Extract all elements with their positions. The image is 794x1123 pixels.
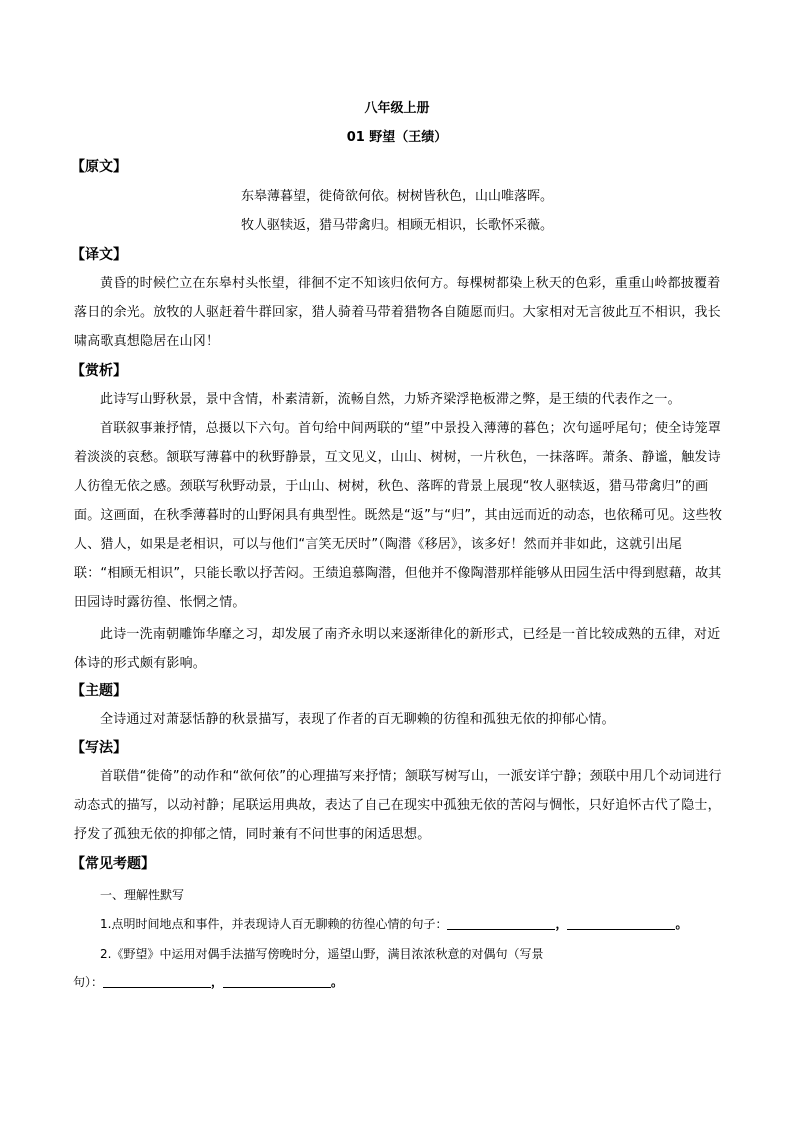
grade-heading: 八年级上册 — [364, 101, 430, 116]
section-exam-label: 【常见考题】 — [71, 856, 155, 872]
exam-question-2-line-2 — [73, 971, 343, 993]
theme-paragraph: 全诗通过对萧瑟恬静的秋景描写，表现了作者的百无聊赖的彷徨和孤独无依的抑郁心情。 — [100, 712, 615, 727]
section-original-label: 【原文】 — [71, 159, 127, 175]
exam-category: 一、理解性默写 — [100, 888, 185, 902]
period: 。 — [331, 975, 344, 989]
appreciation-paragraph-2: 首联叙事兼抒情，总摄以下六句。首句给中间两联的“望”中景投入薄薄的暮色；次句遥呼尾句；使全诗笼罩着淡淡的哀愁。颔联写薄暮中的秋野静景，互文见义，山山、树树，一片秋色，一抹落晖。萧条、静谧，触发诗人彷徨无依之感。颈联写秋野动景，于山山、树树，秋色、落晖的背景上展现“牧人驱犊返，猎马带禽归”的画面。这画面，在秋季薄暮时的山野闲具有典型性。既然是“返”与“归”，其由远而近的动态，也依稀可见。这些牧人、猎人，如果是老相识，可以与他们“言笑无厌时”（陶潜《移居》，该多好！然而并非如此，这就引出尾联：“相顾无相识”，只能长歌以抒苦闷。王绩追慕陶潜，但他并不像陶潜那样能够从田园生活中得到慰藉，故其田园诗时露彷徨、怅惘之情。 — [74, 421, 723, 610]
section-theme-label: 【主题】 — [71, 683, 127, 699]
poem-line-2: 牧人驱犊返，猎马带禽归。相顾无相识，长歌怀采薇。 — [240, 218, 553, 233]
translation-paragraph: 黄昏的时候伫立在东皋村头怅望，徘徊不定不知该归依何方。每棵树都染上秋天的色彩，重重山岭都披覆着落日的余光。放牧的人驱赶着牛群回家，猎人骑着马带着猎物各自随愿而归。大家相对无言彼此互不相识，我长啸高歌真想隐居在山冈！ — [74, 276, 721, 349]
answer-blank[interactable] — [567, 915, 675, 930]
appreciation-paragraph-1: 此诗写山野秋景，景中含情，朴素清新，流畅自然，力矫齐梁浮艳板滞之弊，是王绩的代表作之一。 — [100, 392, 681, 407]
section-writing-label: 【写法】 — [71, 740, 127, 756]
appreciation-paragraph-3: 此诗一洗南朝雕饰华靡之习，却发展了南齐永明以来逐渐律化的新形式，已经是一首比较成熟的五律，对近体诗的形式颇有影响。 — [74, 627, 721, 671]
answer-blank[interactable] — [447, 915, 555, 930]
exam-question-1 — [100, 913, 687, 935]
answer-blank[interactable] — [223, 973, 331, 988]
writing-paragraph: 首联借“徙倚”的动作和“欲何依”的心理描写来抒情；颔联写树写山，一派安详宁静；颈联中用几个动词进行动态式的描写，以动衬静；尾联运用典故，表达了自己在现实中孤独无依的苦闷与惆怅，只好追怀古代了隐士，抒发了孤独无依的抑郁之情，同时兼有不问世事的闲适思想。 — [74, 769, 722, 842]
answer-blank[interactable] — [103, 973, 211, 988]
section-translation-label: 【译文】 — [71, 247, 127, 263]
period: 。 — [675, 917, 688, 931]
section-appreciation-label: 【赏析】 — [71, 363, 127, 379]
comma: ， — [555, 917, 568, 931]
lesson-title: 01 野望（王绩） — [346, 130, 448, 145]
comma: ， — [211, 975, 224, 989]
exam-question-2-line-1: 2.《野望》中运用对偶手法描写傍晚时分，遥望山野，满目浓浓秋意的对偶句（写景 — [100, 947, 544, 961]
question-1-text: 1.点明时间地点和事件，并表现诗人百无聊赖的彷徨心情的句子： — [100, 917, 448, 931]
poem-line-1: 东皋薄暮望，徙倚欲何依。树树皆秋色，山山唯落晖。 — [240, 189, 553, 204]
question-2-prefix: 句）： — [73, 975, 104, 989]
